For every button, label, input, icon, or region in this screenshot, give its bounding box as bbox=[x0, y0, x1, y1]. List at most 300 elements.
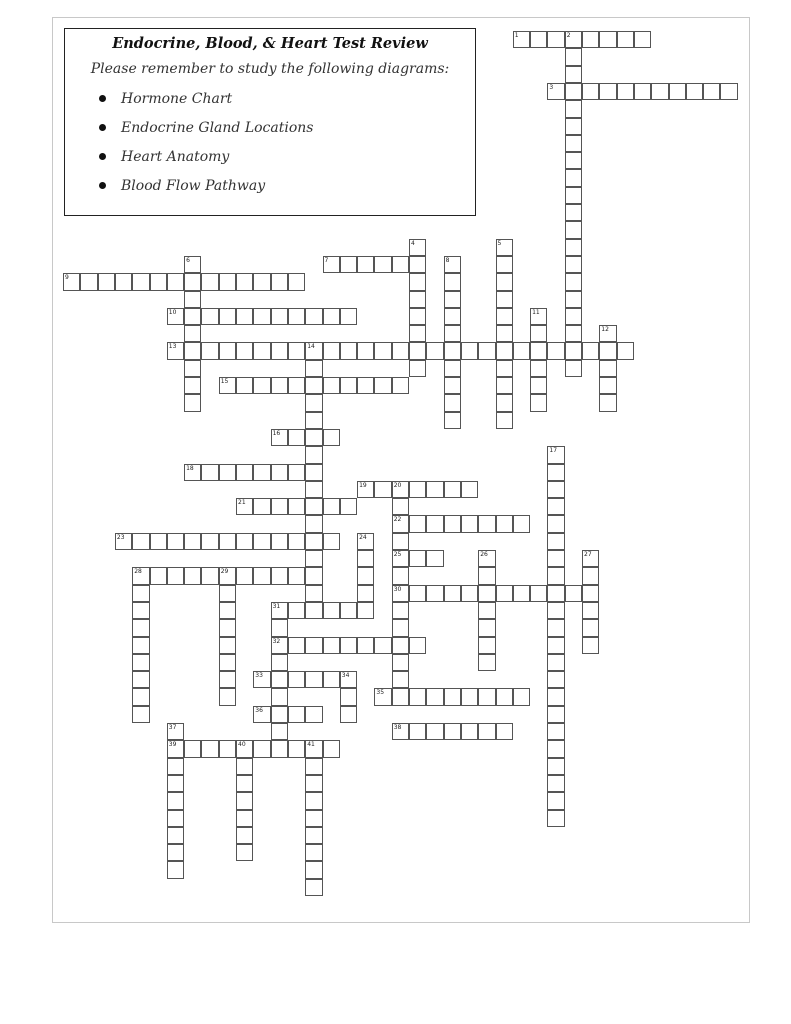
crossword-cell[interactable] bbox=[253, 342, 270, 359]
crossword-cell[interactable] bbox=[547, 723, 564, 740]
crossword-cell[interactable] bbox=[409, 239, 426, 256]
crossword-cell[interactable] bbox=[167, 533, 184, 550]
crossword-cell[interactable] bbox=[617, 342, 634, 359]
crossword-cell[interactable] bbox=[374, 637, 391, 654]
crossword-cell[interactable] bbox=[271, 688, 288, 705]
crossword-cell[interactable] bbox=[444, 394, 461, 411]
crossword-cell[interactable] bbox=[305, 481, 322, 498]
crossword-cell[interactable] bbox=[219, 671, 236, 688]
crossword-cell[interactable] bbox=[444, 291, 461, 308]
crossword-cell[interactable] bbox=[305, 308, 322, 325]
crossword-cell[interactable] bbox=[98, 273, 115, 290]
crossword-cell[interactable] bbox=[219, 654, 236, 671]
crossword-cell[interactable] bbox=[599, 83, 616, 100]
crossword-cell[interactable] bbox=[599, 325, 616, 342]
crossword-cell[interactable] bbox=[132, 533, 149, 550]
crossword-cell[interactable] bbox=[374, 256, 391, 273]
crossword-cell[interactable] bbox=[444, 481, 461, 498]
crossword-cell[interactable] bbox=[236, 464, 253, 481]
crossword-cell[interactable] bbox=[253, 498, 270, 515]
crossword-cell[interactable] bbox=[236, 308, 253, 325]
crossword-cell[interactable] bbox=[288, 706, 305, 723]
crossword-cell[interactable] bbox=[288, 464, 305, 481]
crossword-cell[interactable] bbox=[582, 567, 599, 584]
crossword-cell[interactable] bbox=[288, 429, 305, 446]
crossword-cell[interactable] bbox=[409, 308, 426, 325]
crossword-cell[interactable] bbox=[236, 342, 253, 359]
crossword-cell[interactable] bbox=[409, 723, 426, 740]
crossword-cell[interactable] bbox=[565, 204, 582, 221]
crossword-cell[interactable] bbox=[392, 637, 409, 654]
crossword-cell[interactable] bbox=[167, 827, 184, 844]
crossword-cell[interactable] bbox=[634, 83, 651, 100]
crossword-cell[interactable] bbox=[201, 342, 218, 359]
crossword-cell[interactable] bbox=[513, 342, 530, 359]
crossword-cell[interactable] bbox=[565, 66, 582, 83]
crossword-cell[interactable] bbox=[547, 342, 564, 359]
crossword-cell[interactable] bbox=[496, 377, 513, 394]
crossword-cell[interactable] bbox=[305, 515, 322, 532]
crossword-cell[interactable] bbox=[444, 515, 461, 532]
crossword-cell[interactable] bbox=[219, 464, 236, 481]
crossword-cell[interactable] bbox=[547, 810, 564, 827]
crossword-cell[interactable] bbox=[167, 342, 184, 359]
crossword-cell[interactable] bbox=[565, 221, 582, 238]
crossword-cell[interactable] bbox=[167, 740, 184, 757]
crossword-cell[interactable] bbox=[305, 360, 322, 377]
crossword-cell[interactable] bbox=[132, 688, 149, 705]
crossword-cell[interactable] bbox=[340, 602, 357, 619]
crossword-cell[interactable] bbox=[253, 273, 270, 290]
crossword-cell[interactable] bbox=[478, 342, 495, 359]
crossword-cell[interactable] bbox=[305, 585, 322, 602]
crossword-cell[interactable] bbox=[444, 360, 461, 377]
crossword-cell[interactable] bbox=[357, 533, 374, 550]
crossword-cell[interactable] bbox=[374, 688, 391, 705]
crossword-cell[interactable] bbox=[513, 585, 530, 602]
crossword-cell[interactable] bbox=[478, 654, 495, 671]
crossword-cell[interactable] bbox=[409, 342, 426, 359]
crossword-cell[interactable] bbox=[530, 342, 547, 359]
crossword-cell[interactable] bbox=[253, 533, 270, 550]
crossword-cell[interactable] bbox=[565, 239, 582, 256]
crossword-cell[interactable] bbox=[305, 706, 322, 723]
crossword-cell[interactable] bbox=[565, 273, 582, 290]
crossword-cell[interactable] bbox=[599, 342, 616, 359]
crossword-cell[interactable] bbox=[547, 792, 564, 809]
crossword-cell[interactable] bbox=[236, 792, 253, 809]
crossword-cell[interactable] bbox=[271, 637, 288, 654]
crossword-cell[interactable] bbox=[288, 671, 305, 688]
crossword-cell[interactable] bbox=[115, 273, 132, 290]
crossword-cell[interactable] bbox=[305, 550, 322, 567]
crossword-cell[interactable] bbox=[184, 308, 201, 325]
crossword-cell[interactable] bbox=[323, 533, 340, 550]
crossword-cell[interactable] bbox=[461, 723, 478, 740]
crossword-cell[interactable] bbox=[305, 498, 322, 515]
crossword-cell[interactable] bbox=[374, 342, 391, 359]
crossword-cell[interactable] bbox=[513, 31, 530, 48]
crossword-cell[interactable] bbox=[547, 706, 564, 723]
crossword-cell[interactable] bbox=[565, 169, 582, 186]
crossword-cell[interactable] bbox=[426, 342, 443, 359]
crossword-cell[interactable] bbox=[547, 775, 564, 792]
crossword-cell[interactable] bbox=[288, 602, 305, 619]
crossword-cell[interactable] bbox=[271, 429, 288, 446]
crossword-cell[interactable] bbox=[323, 377, 340, 394]
crossword-cell[interactable] bbox=[184, 394, 201, 411]
crossword-cell[interactable] bbox=[305, 671, 322, 688]
crossword-cell[interactable] bbox=[219, 740, 236, 757]
crossword-cell[interactable] bbox=[184, 740, 201, 757]
crossword-cell[interactable] bbox=[565, 291, 582, 308]
crossword-cell[interactable] bbox=[305, 446, 322, 463]
crossword-cell[interactable] bbox=[392, 481, 409, 498]
crossword-cell[interactable] bbox=[201, 273, 218, 290]
crossword-cell[interactable] bbox=[547, 619, 564, 636]
crossword-cell[interactable] bbox=[392, 723, 409, 740]
crossword-cell[interactable] bbox=[357, 637, 374, 654]
crossword-cell[interactable] bbox=[184, 273, 201, 290]
crossword-cell[interactable] bbox=[547, 688, 564, 705]
crossword-cell[interactable] bbox=[236, 273, 253, 290]
crossword-cell[interactable] bbox=[340, 671, 357, 688]
crossword-cell[interactable] bbox=[219, 619, 236, 636]
crossword-cell[interactable] bbox=[582, 637, 599, 654]
crossword-cell[interactable] bbox=[496, 723, 513, 740]
crossword-cell[interactable] bbox=[305, 394, 322, 411]
crossword-cell[interactable] bbox=[461, 515, 478, 532]
crossword-cell[interactable] bbox=[271, 706, 288, 723]
crossword-cell[interactable] bbox=[167, 567, 184, 584]
crossword-cell[interactable] bbox=[599, 394, 616, 411]
crossword-cell[interactable] bbox=[184, 533, 201, 550]
crossword-cell[interactable] bbox=[565, 256, 582, 273]
crossword-cell[interactable] bbox=[167, 844, 184, 861]
crossword-cell[interactable] bbox=[288, 498, 305, 515]
crossword-cell[interactable] bbox=[340, 688, 357, 705]
crossword-cell[interactable] bbox=[236, 827, 253, 844]
crossword-cell[interactable] bbox=[599, 377, 616, 394]
crossword-cell[interactable] bbox=[288, 567, 305, 584]
crossword-cell[interactable] bbox=[305, 810, 322, 827]
crossword-cell[interactable] bbox=[357, 342, 374, 359]
crossword-cell[interactable] bbox=[340, 342, 357, 359]
crossword-cell[interactable] bbox=[236, 775, 253, 792]
crossword-cell[interactable] bbox=[271, 740, 288, 757]
crossword-cell[interactable] bbox=[271, 619, 288, 636]
crossword-cell[interactable] bbox=[219, 342, 236, 359]
crossword-cell[interactable] bbox=[236, 498, 253, 515]
crossword-cell[interactable] bbox=[392, 688, 409, 705]
crossword-cell[interactable] bbox=[219, 585, 236, 602]
crossword-cell[interactable] bbox=[547, 740, 564, 757]
crossword-cell[interactable] bbox=[115, 533, 132, 550]
crossword-cell[interactable] bbox=[426, 723, 443, 740]
crossword-cell[interactable] bbox=[496, 585, 513, 602]
crossword-cell[interactable] bbox=[392, 567, 409, 584]
crossword-cell[interactable] bbox=[530, 360, 547, 377]
crossword-cell[interactable] bbox=[167, 273, 184, 290]
crossword-cell[interactable] bbox=[305, 602, 322, 619]
crossword-cell[interactable] bbox=[219, 567, 236, 584]
crossword-cell[interactable] bbox=[167, 758, 184, 775]
crossword-cell[interactable] bbox=[184, 360, 201, 377]
crossword-cell[interactable] bbox=[444, 308, 461, 325]
crossword-cell[interactable] bbox=[530, 394, 547, 411]
crossword-cell[interactable] bbox=[444, 688, 461, 705]
crossword-cell[interactable] bbox=[444, 256, 461, 273]
crossword-cell[interactable] bbox=[305, 637, 322, 654]
crossword-cell[interactable] bbox=[565, 342, 582, 359]
crossword-cell[interactable] bbox=[271, 342, 288, 359]
crossword-cell[interactable] bbox=[340, 706, 357, 723]
crossword-cell[interactable] bbox=[305, 879, 322, 896]
crossword-cell[interactable] bbox=[496, 688, 513, 705]
crossword-cell[interactable] bbox=[478, 688, 495, 705]
crossword-cell[interactable] bbox=[323, 671, 340, 688]
crossword-cell[interactable] bbox=[219, 637, 236, 654]
crossword-cell[interactable] bbox=[478, 602, 495, 619]
crossword-cell[interactable] bbox=[132, 671, 149, 688]
crossword-cell[interactable] bbox=[357, 256, 374, 273]
crossword-cell[interactable] bbox=[496, 308, 513, 325]
crossword-cell[interactable] bbox=[478, 637, 495, 654]
crossword-cell[interactable] bbox=[582, 585, 599, 602]
crossword-cell[interactable] bbox=[530, 308, 547, 325]
crossword-cell[interactable] bbox=[305, 844, 322, 861]
crossword-cell[interactable] bbox=[271, 602, 288, 619]
crossword-cell[interactable] bbox=[582, 602, 599, 619]
crossword-cell[interactable] bbox=[132, 585, 149, 602]
crossword-cell[interactable] bbox=[236, 758, 253, 775]
crossword-cell[interactable] bbox=[617, 31, 634, 48]
crossword-cell[interactable] bbox=[392, 619, 409, 636]
crossword-cell[interactable] bbox=[323, 308, 340, 325]
crossword-cell[interactable] bbox=[513, 515, 530, 532]
crossword-cell[interactable] bbox=[357, 585, 374, 602]
crossword-cell[interactable] bbox=[132, 654, 149, 671]
crossword-cell[interactable] bbox=[271, 464, 288, 481]
crossword-cell[interactable] bbox=[132, 637, 149, 654]
crossword-cell[interactable] bbox=[253, 567, 270, 584]
crossword-cell[interactable] bbox=[271, 273, 288, 290]
crossword-cell[interactable] bbox=[392, 533, 409, 550]
crossword-cell[interactable] bbox=[496, 273, 513, 290]
crossword-cell[interactable] bbox=[444, 342, 461, 359]
crossword-cell[interactable] bbox=[617, 83, 634, 100]
crossword-cell[interactable] bbox=[599, 360, 616, 377]
crossword-cell[interactable] bbox=[167, 723, 184, 740]
crossword-cell[interactable] bbox=[132, 619, 149, 636]
crossword-cell[interactable] bbox=[582, 619, 599, 636]
crossword-cell[interactable] bbox=[565, 118, 582, 135]
crossword-cell[interactable] bbox=[565, 135, 582, 152]
crossword-cell[interactable] bbox=[271, 498, 288, 515]
crossword-cell[interactable] bbox=[444, 273, 461, 290]
crossword-cell[interactable] bbox=[236, 533, 253, 550]
crossword-cell[interactable] bbox=[288, 533, 305, 550]
crossword-cell[interactable] bbox=[184, 256, 201, 273]
crossword-cell[interactable] bbox=[496, 360, 513, 377]
crossword-cell[interactable] bbox=[201, 533, 218, 550]
crossword-cell[interactable] bbox=[565, 325, 582, 342]
crossword-cell[interactable] bbox=[340, 637, 357, 654]
crossword-cell[interactable] bbox=[271, 567, 288, 584]
crossword-cell[interactable] bbox=[219, 377, 236, 394]
crossword-cell[interactable] bbox=[305, 792, 322, 809]
crossword-cell[interactable] bbox=[288, 740, 305, 757]
crossword-cell[interactable] bbox=[478, 567, 495, 584]
crossword-cell[interactable] bbox=[132, 273, 149, 290]
crossword-cell[interactable] bbox=[496, 342, 513, 359]
crossword-cell[interactable] bbox=[167, 792, 184, 809]
crossword-cell[interactable] bbox=[547, 602, 564, 619]
crossword-cell[interactable] bbox=[444, 723, 461, 740]
crossword-cell[interactable] bbox=[444, 377, 461, 394]
crossword-cell[interactable] bbox=[219, 308, 236, 325]
crossword-cell[interactable] bbox=[253, 740, 270, 757]
crossword-cell[interactable] bbox=[426, 515, 443, 532]
crossword-cell[interactable] bbox=[547, 637, 564, 654]
crossword-cell[interactable] bbox=[305, 861, 322, 878]
crossword-cell[interactable] bbox=[409, 688, 426, 705]
crossword-cell[interactable] bbox=[288, 377, 305, 394]
crossword-cell[interactable] bbox=[496, 412, 513, 429]
crossword-cell[interactable] bbox=[271, 377, 288, 394]
crossword-cell[interactable] bbox=[409, 291, 426, 308]
crossword-cell[interactable] bbox=[201, 740, 218, 757]
crossword-cell[interactable] bbox=[444, 325, 461, 342]
crossword-cell[interactable] bbox=[686, 83, 703, 100]
crossword-cell[interactable] bbox=[547, 671, 564, 688]
crossword-cell[interactable] bbox=[392, 550, 409, 567]
crossword-cell[interactable] bbox=[236, 567, 253, 584]
crossword-cell[interactable] bbox=[565, 585, 582, 602]
crossword-cell[interactable] bbox=[565, 83, 582, 100]
crossword-cell[interactable] bbox=[392, 671, 409, 688]
crossword-cell[interactable] bbox=[132, 706, 149, 723]
crossword-cell[interactable] bbox=[305, 377, 322, 394]
crossword-cell[interactable] bbox=[271, 671, 288, 688]
crossword-cell[interactable] bbox=[582, 83, 599, 100]
crossword-cell[interactable] bbox=[409, 637, 426, 654]
crossword-cell[interactable] bbox=[236, 377, 253, 394]
crossword-cell[interactable] bbox=[184, 567, 201, 584]
crossword-cell[interactable] bbox=[271, 533, 288, 550]
crossword-cell[interactable] bbox=[323, 342, 340, 359]
crossword-cell[interactable] bbox=[513, 688, 530, 705]
crossword-cell[interactable] bbox=[184, 464, 201, 481]
crossword-cell[interactable] bbox=[374, 481, 391, 498]
crossword-cell[interactable] bbox=[547, 654, 564, 671]
crossword-cell[interactable] bbox=[271, 723, 288, 740]
crossword-cell[interactable] bbox=[444, 412, 461, 429]
crossword-cell[interactable] bbox=[167, 861, 184, 878]
crossword-cell[interactable] bbox=[150, 273, 167, 290]
crossword-cell[interactable] bbox=[409, 325, 426, 342]
crossword-cell[interactable] bbox=[219, 533, 236, 550]
crossword-cell[interactable] bbox=[323, 637, 340, 654]
crossword-cell[interactable] bbox=[478, 585, 495, 602]
crossword-cell[interactable] bbox=[392, 602, 409, 619]
crossword-cell[interactable] bbox=[253, 377, 270, 394]
crossword-cell[interactable] bbox=[392, 515, 409, 532]
crossword-cell[interactable] bbox=[547, 464, 564, 481]
crossword-cell[interactable] bbox=[357, 377, 374, 394]
crossword-cell[interactable] bbox=[288, 342, 305, 359]
crossword-cell[interactable] bbox=[201, 308, 218, 325]
crossword-cell[interactable] bbox=[253, 706, 270, 723]
crossword-cell[interactable] bbox=[409, 481, 426, 498]
crossword-cell[interactable] bbox=[547, 533, 564, 550]
crossword-cell[interactable] bbox=[271, 654, 288, 671]
crossword-cell[interactable] bbox=[305, 827, 322, 844]
crossword-cell[interactable] bbox=[323, 256, 340, 273]
crossword-cell[interactable] bbox=[288, 273, 305, 290]
crossword-cell[interactable] bbox=[305, 567, 322, 584]
crossword-cell[interactable] bbox=[167, 308, 184, 325]
crossword-cell[interactable] bbox=[184, 325, 201, 342]
crossword-cell[interactable] bbox=[63, 273, 80, 290]
crossword-cell[interactable] bbox=[478, 619, 495, 636]
crossword-cell[interactable] bbox=[253, 671, 270, 688]
crossword-cell[interactable] bbox=[305, 740, 322, 757]
crossword-cell[interactable] bbox=[530, 585, 547, 602]
crossword-cell[interactable] bbox=[305, 533, 322, 550]
crossword-cell[interactable] bbox=[582, 550, 599, 567]
crossword-cell[interactable] bbox=[323, 498, 340, 515]
crossword-cell[interactable] bbox=[530, 325, 547, 342]
crossword-cell[interactable] bbox=[150, 533, 167, 550]
crossword-cell[interactable] bbox=[496, 394, 513, 411]
crossword-cell[interactable] bbox=[409, 256, 426, 273]
crossword-cell[interactable] bbox=[340, 498, 357, 515]
crossword-cell[interactable] bbox=[599, 31, 616, 48]
crossword-cell[interactable] bbox=[426, 481, 443, 498]
crossword-cell[interactable] bbox=[565, 187, 582, 204]
crossword-cell[interactable] bbox=[565, 100, 582, 117]
crossword-cell[interactable] bbox=[409, 585, 426, 602]
crossword-cell[interactable] bbox=[651, 83, 668, 100]
crossword-cell[interactable] bbox=[547, 481, 564, 498]
crossword-cell[interactable] bbox=[496, 239, 513, 256]
crossword-cell[interactable] bbox=[132, 602, 149, 619]
crossword-cell[interactable] bbox=[496, 325, 513, 342]
crossword-cell[interactable] bbox=[409, 360, 426, 377]
crossword-cell[interactable] bbox=[357, 550, 374, 567]
crossword-cell[interactable] bbox=[392, 654, 409, 671]
crossword-cell[interactable] bbox=[547, 83, 564, 100]
crossword-cell[interactable] bbox=[547, 31, 564, 48]
crossword-cell[interactable] bbox=[323, 602, 340, 619]
crossword-cell[interactable] bbox=[392, 585, 409, 602]
crossword-cell[interactable] bbox=[201, 567, 218, 584]
crossword-cell[interactable] bbox=[565, 31, 582, 48]
crossword-cell[interactable] bbox=[305, 775, 322, 792]
crossword-cell[interactable] bbox=[80, 273, 97, 290]
crossword-cell[interactable] bbox=[582, 31, 599, 48]
crossword-cell[interactable] bbox=[340, 256, 357, 273]
crossword-cell[interactable] bbox=[392, 342, 409, 359]
crossword-cell[interactable] bbox=[530, 377, 547, 394]
crossword-cell[interactable] bbox=[184, 377, 201, 394]
crossword-cell[interactable] bbox=[461, 585, 478, 602]
crossword-cell[interactable] bbox=[478, 550, 495, 567]
crossword-cell[interactable] bbox=[305, 342, 322, 359]
crossword-cell[interactable] bbox=[409, 273, 426, 290]
crossword-cell[interactable] bbox=[547, 515, 564, 532]
